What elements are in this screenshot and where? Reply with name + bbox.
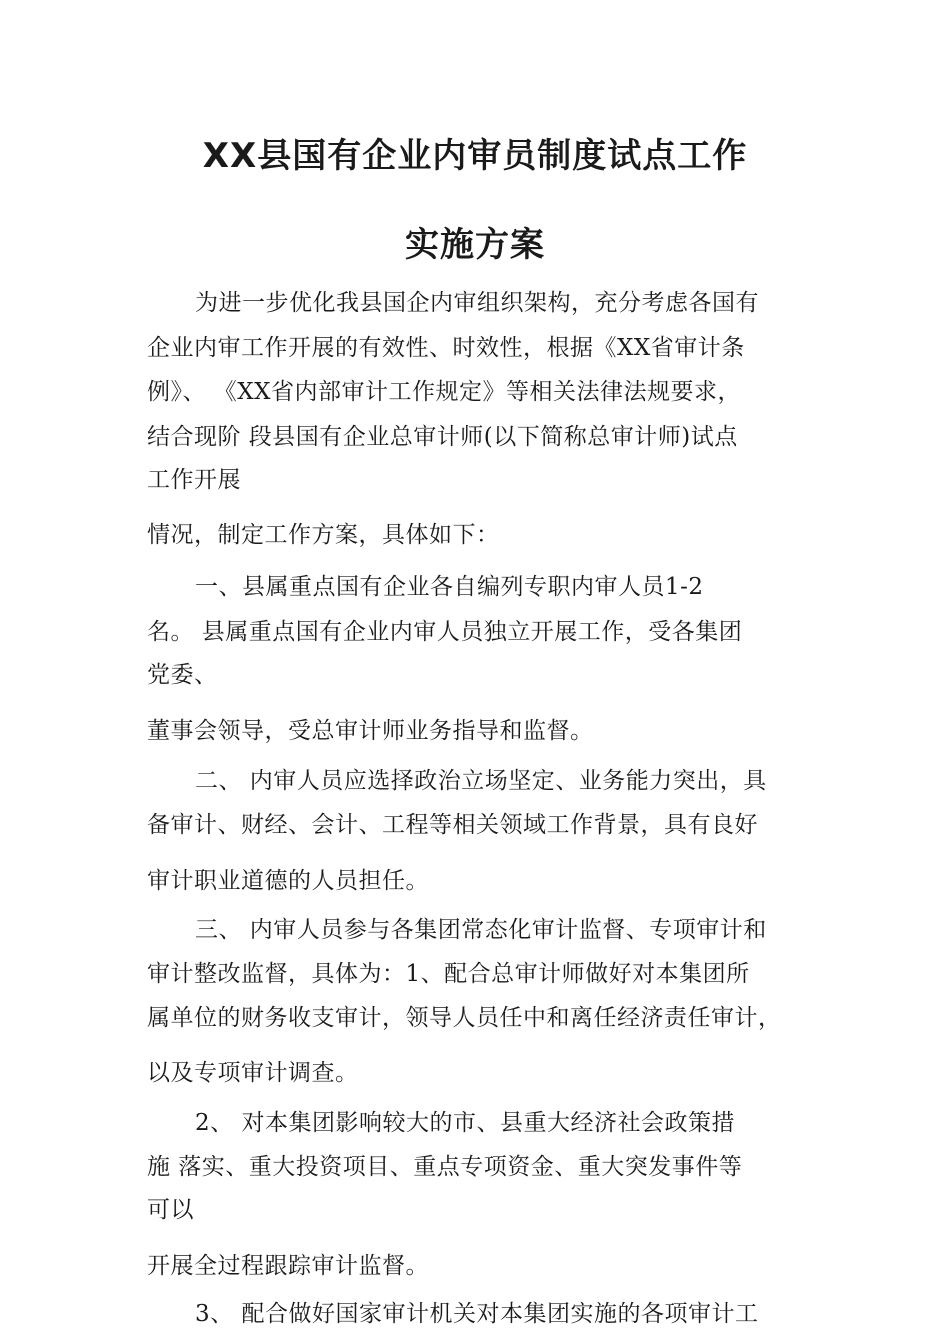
body-line: 董事会领导，受总审计师业务指导和监督。: [147, 718, 594, 744]
body-line: 开展全过程跟踪审计监督。: [147, 1253, 429, 1279]
body-line: 可以: [147, 1197, 194, 1223]
body-line: 属单位的财务收支审计，领导人员任中和离任经济责任审计，: [147, 1005, 782, 1031]
body-line: 2、 对本集团影响较大的市、县重大经济社会政策措: [195, 1110, 735, 1136]
body-line: 审计整改监督，具体为：1、配合总审计师做好对本集团所: [147, 961, 750, 987]
document-title-line-1: XX县国有企业内审员制度试点工作: [202, 136, 748, 176]
body-line: 为进一步优化我县国企内审组织架构，充分考虑各国有: [195, 290, 759, 316]
body-line: 例》、 《XX省内部审计工作规定》等相关法律法规要求，: [147, 379, 742, 405]
body-line: 一、县属重点国有企业各自编列专职内审人员1-2: [195, 574, 704, 600]
body-line: 情况，制定工作方案，具体如下：: [147, 522, 500, 548]
body-line: 三、 内审人员参与各集团常态化审计监督、专项审计和: [195, 917, 767, 943]
body-line: 备审计、财经、会计、工程等相关领域工作背景，具有良好: [147, 812, 758, 838]
body-line: 审计职业道德的人员担任。: [147, 868, 429, 894]
body-line: 党委、: [147, 662, 218, 688]
body-line: 企业内审工作开展的有效性、时效性，根据《XX省审计条: [147, 335, 745, 361]
body-line: 3、 配合做好国家审计机关对本集团实施的各项审计工: [195, 1301, 759, 1327]
body-line: 施 落实、重大投资项目、重点专项资金、重大突发事件等: [147, 1154, 743, 1180]
body-line: 结合现阶 段县国有企业总审计师(以下简称总审计师)试点: [147, 424, 738, 450]
body-line: 工作开展: [147, 467, 241, 493]
body-line: 以及专项审计调查。: [147, 1060, 359, 1086]
body-line: 名。 县属重点国有企业内审人员独立开展工作，受各集团: [147, 619, 743, 645]
body-line: 二、 内审人员应选择政治立场坚定、业务能力突出，具: [195, 768, 767, 794]
document-title-line-2: 实施方案: [405, 225, 545, 265]
